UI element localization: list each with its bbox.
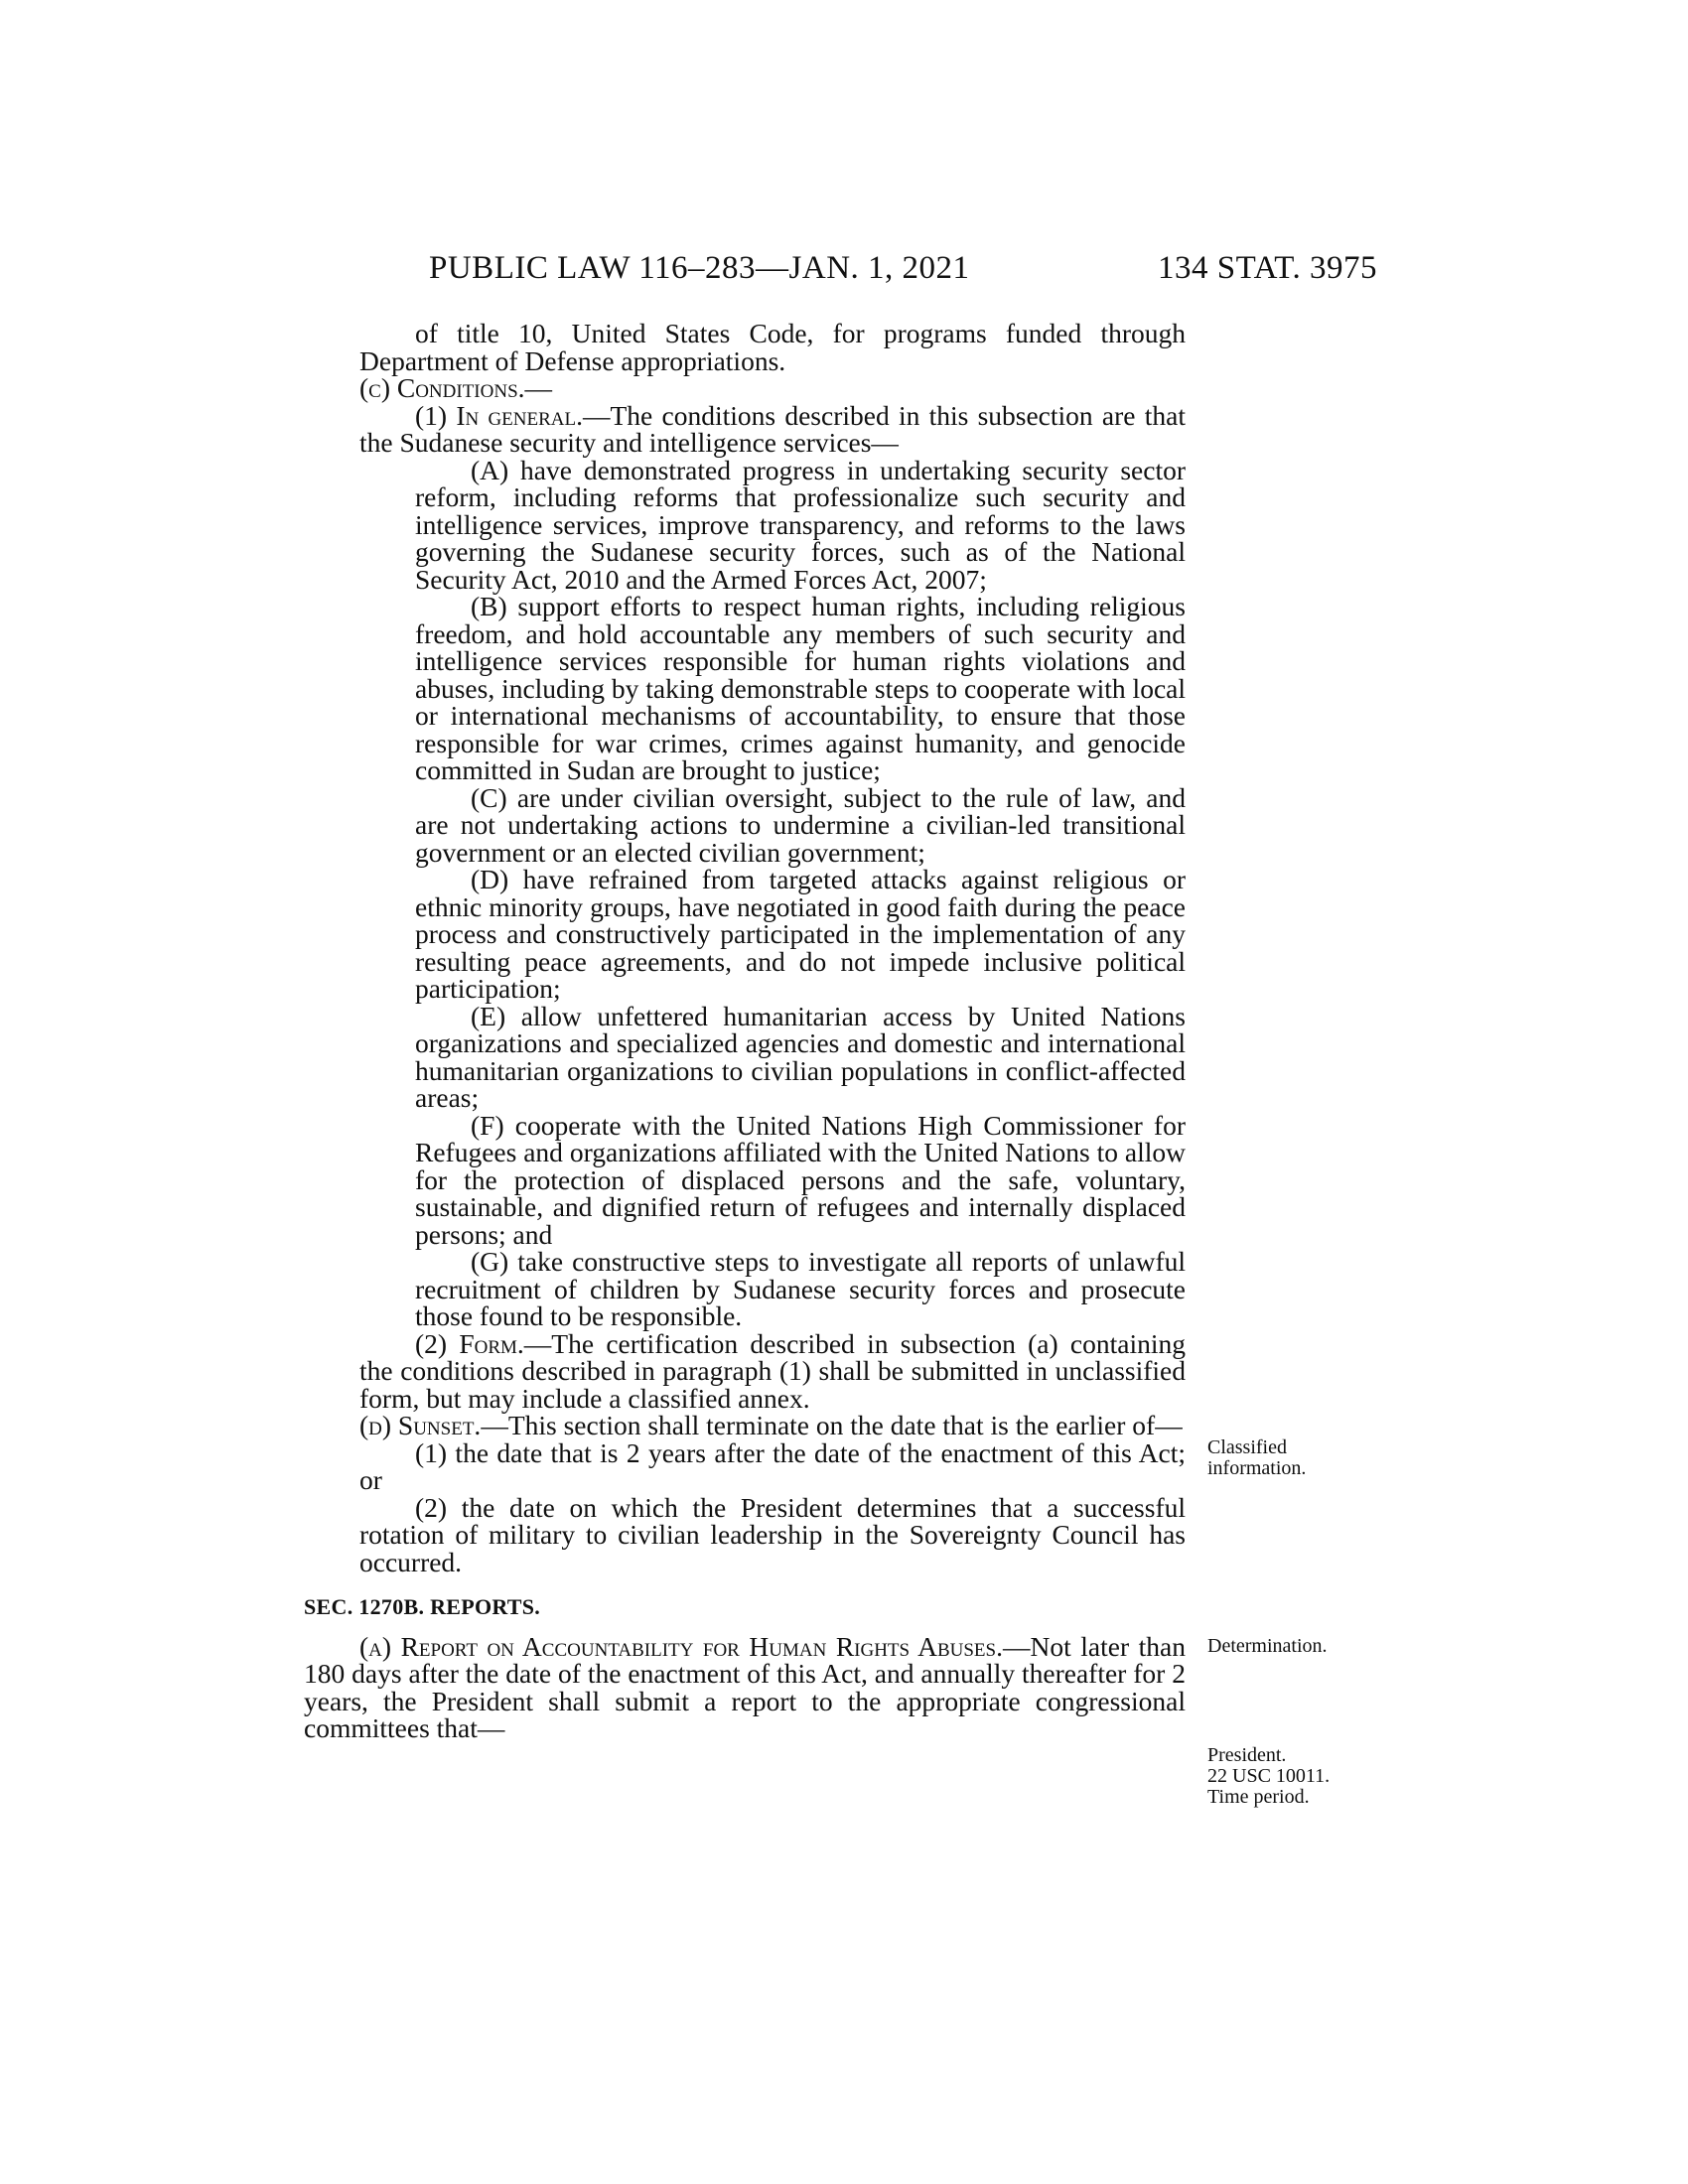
subparagraph-c: (C) are under civilian oversight, subject to the rule of law, and are not undertaking actions to undermine a civilian-led transitional government or an elected civilian government; xyxy=(415,781,1186,868)
paragraph-continuation: of title 10, United States Code, for programs funded through Department of Defense appropriations. xyxy=(359,318,1186,376)
margin-note-classified xyxy=(1207,1437,1406,1479)
paragraph-c1 xyxy=(304,399,1186,458)
section-heading: SEC. 1270B. REPORTS. xyxy=(304,1594,541,1619)
margin-note-president xyxy=(1207,1745,1406,1808)
paragraph-c2 xyxy=(304,1327,1186,1414)
running-header-title: PUBLIC LAW 116–283—JAN. 1, 2021 xyxy=(429,250,970,286)
subparagraph-g: (G) take constructive steps to investigate all reports of unlawful recruitment of children by Sudanese security forces and prosecute those found to be responsible. xyxy=(415,1246,1186,1331)
paragraph-c1-text: —The conditions described in this subsection are that the Sudanese security and intelligence services— xyxy=(359,399,1186,458)
margin-note-line: information. xyxy=(1207,1457,1307,1479)
subsection-c-heading xyxy=(304,374,1186,402)
margin-note-line: Determination. xyxy=(1207,1635,1328,1657)
subsection-d-text: —This section shall terminate on the date that is the earlier of— xyxy=(481,1410,1183,1440)
margin-note-line: Classified xyxy=(1207,1436,1287,1458)
paragraph-d1: (1) the date that is 2 years after the date of the enactment of this Act; or xyxy=(359,1436,1186,1495)
subsection-a-text: —Not later than 180 days after the date of the enactment of this Act, and annually thereafter for 2 years, the President shall submit a report to the appropriate congressional committees that— xyxy=(304,1630,1186,1743)
paragraph-c2-text: —The certification described in subsection (a) containing the conditions described in paragraph (1) shall be submitted in unclassified form, but may include a classified annex. xyxy=(359,1327,1186,1414)
subsection-a xyxy=(304,1630,1186,1743)
subsection-a-heading: (a) Report on Accountability for Human Rights Abuses. xyxy=(359,1630,1003,1662)
subparagraph-d: (D) have refrained from targeted attacks against religious or ethnic minority groups, have negotiated in good faith during the peace process and constructively participated in the implementation of any resulting peace agreements, and do not impede inclusive political participation; xyxy=(415,864,1186,1004)
margin-note-line: President. xyxy=(1207,1744,1287,1766)
body-text xyxy=(304,320,1186,1742)
subsection-d-heading: (d) Sunset. xyxy=(359,1410,482,1440)
subsection-d xyxy=(304,1412,1186,1439)
margin-note-determination xyxy=(1207,1636,1406,1657)
margin-note-line: 22 USC 10011. xyxy=(1207,1765,1331,1787)
subparagraph-a: (A) have demonstrated progress in undertaking security sector reform, including reforms that professionalize such security and intelligence services, improve transparency, and reforms to the laws governing the Sudanese security forces, such as of the National Security Act, 2010 and the Armed Forces Act, 2007; xyxy=(415,454,1186,595)
subparagraph-f: (F) cooperate with the United Nations High Commissioner for Refugees and organizations affiliated with the United Nations to allow for the protection of displaced persons and the safe, voluntary, sustainable, and dignified return of refugees and internally displaced persons; and xyxy=(415,1109,1186,1250)
paragraph-c1-heading: (1) In general. xyxy=(415,399,583,431)
subparagraph-b: (B) support efforts to respect human rights, including religious freedom, and hold accountable any members of such security and intelligence services responsible for human rights violations and abuses, including by taking demonstrable steps to cooperate with local or international mechanisms of accountability, to ensure that those responsible for war crimes, crimes against humanity, and genocide committed in Sudan are brought to justice; xyxy=(415,591,1186,785)
statute-page-reference: 134 STAT. 3975 xyxy=(1158,250,1378,286)
margin-note-line: Time period. xyxy=(1207,1786,1310,1808)
subparagraph-e: (E) allow unfettered humanitarian access by United Nations organizations and specialized agencies and domestic and international humanitarian organizations to civilian populations in conflict-affected areas; xyxy=(415,1000,1186,1113)
subsection-c-label: (c) Conditions.— xyxy=(359,372,553,403)
paragraph-d2: (2) the date on which the President determines that a successful rotation of military to civilian leadership in the Sovereignty Council has occurred. xyxy=(359,1491,1186,1577)
paragraph-c2-heading: (2) Form. xyxy=(415,1327,524,1359)
